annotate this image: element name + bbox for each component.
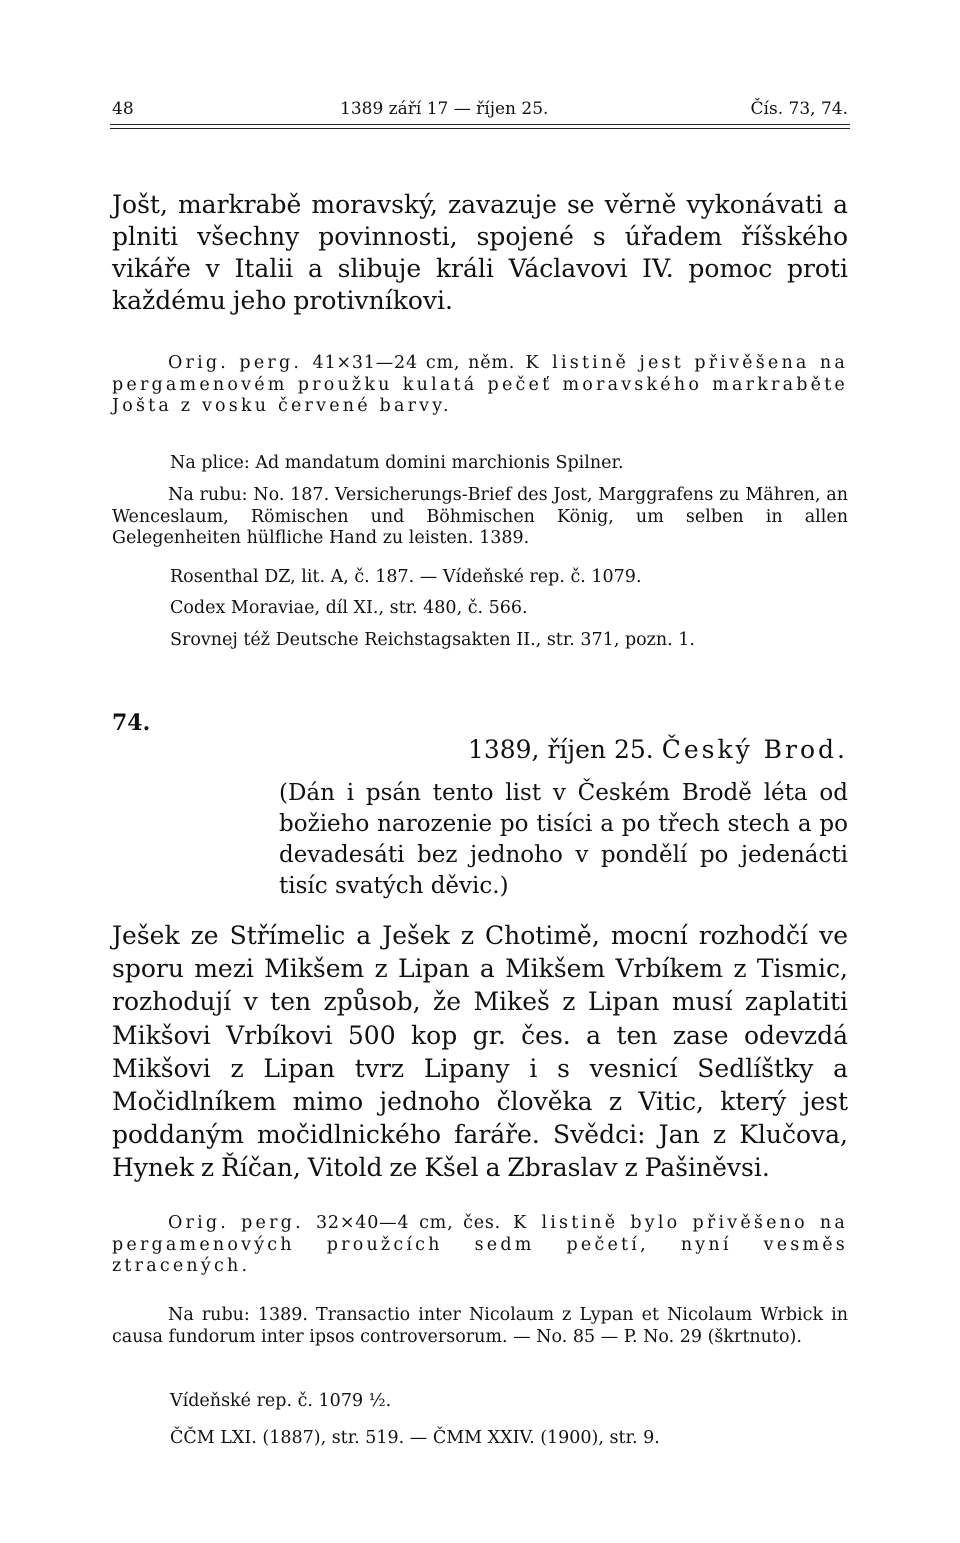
doc74-place: Český Brod. — [661, 735, 848, 764]
running-header — [112, 99, 848, 123]
header-date-range: 1389 září 17 — říjen 25. — [340, 99, 549, 119]
doc74-date: 1389, říjen 25. — [467, 735, 654, 764]
doc73-ref-rosenthal: Rosenthal DZ, lit. A, č. 187. — Vídeňské rep. č. 1079. — [170, 567, 642, 587]
doc73-orig-label: Orig. perg. — [168, 353, 303, 373]
doc73-ref-codex: Codex Moraviae, díl XI., str. 480, č. 566. — [170, 598, 528, 618]
doc74-orig-seal: K listině bylo přivěšeno na pergamenových proužcích sedm pečetí, nyní vesměs ztracených. — [112, 1213, 849, 1276]
header-rule-double — [110, 128, 850, 129]
doc73-ref-reichstagsakten: Srovnej též Deutsche Reichstagsakten II., str. 371, pozn. 1. — [170, 630, 695, 650]
doc73-orig-size: 41×31—24 cm, něm. — [312, 353, 516, 373]
doc74-ref-ccm: ČČM LXI. (1887), str. 519. — ČMM XXIV. (1900), str. 9. — [170, 1428, 660, 1448]
doc74-dateline — [468, 735, 848, 764]
doc73-dorse-note — [112, 485, 848, 550]
header-rule — [110, 124, 850, 125]
doc73-plica: Na plice: Ad mandatum domini marchionis Spilner. — [170, 453, 624, 473]
doc74-orig-label: Orig. perg. — [168, 1213, 304, 1233]
doc73-original-note — [112, 353, 848, 418]
page-number: 48 — [112, 99, 134, 119]
doc74-dorse-note — [112, 1305, 848, 1348]
header-charter-numbers: Čís. 73, 74. — [750, 99, 848, 119]
doc74-orig-size: 32×40—4 cm, čes. — [315, 1213, 502, 1233]
doc74-original-note — [112, 1213, 848, 1278]
doc73-summary: Jošt, markrabě moravský, zavazuje se věrně vykonávati a plniti všechny povinnosti, spojené s úřadem říšského vikáře v Italii a slibuje králi Václavovi IV. pomoc proti každému jeho protivníkovi. — [112, 190, 848, 315]
doc74-summary: Ješek ze Střímelic a Ješek z Chotimě, mocní rozhodčí ve sporu mezi Mikšem z Lipan a Mikšem Vrbíkem z Tismic, rozhodují v ten způsob, že Mikeš z Lipan musí zaplatiti Mikšovi Vrbíkovi 500 kop gr. čes. a ten zase odevzdá Mikšovi z Lipan tvrz Lipany i s vesnicí Sedlíštky a Močidlníkem mimo jednoho člověka z Vitic, který jest poddaným močidlnického faráře. Svědci: Jan z Klučova, Hynek z Říčan, Vitold ze Kšel a Zbraslav z Pašiněvsi. — [112, 921, 848, 1183]
doc74-intro: (Dán i psán tento list v Českém Brodě léta od božieho narozenie po tisíci a po třech stech a po devadesáti bez jednoho v pondělí po jedenácti tisíc svatých děvic.) — [279, 780, 848, 899]
doc74-number: 74. — [112, 710, 151, 736]
doc73-orig-seal: K listině jest přivěšena na pergamenovém proužku kulatá pečeť moravského markraběte Jošta z vosku červené barvy. — [112, 353, 849, 416]
doc73-dorse: Na rubu: No. 187. Versicherungs-Brief des Jost, Marggrafens zu Mähren, an Wenceslaum, Römischen und Böhmischen König, um selben in allen Gelegenheiten hülfliche Hand zu leisten. 1389. — [112, 485, 848, 548]
doc74-dorse: Na rubu: 1389. Transactio inter Nicolaum z Lypan et Nicolaum Wrbick in causa fundorum inter ipsos controversorum. — No. 85 — P. No. 29 (škrtnuto). — [112, 1305, 848, 1347]
doc74-ref-viennese: Vídeňské rep. č. 1079 ½. — [170, 1391, 392, 1411]
